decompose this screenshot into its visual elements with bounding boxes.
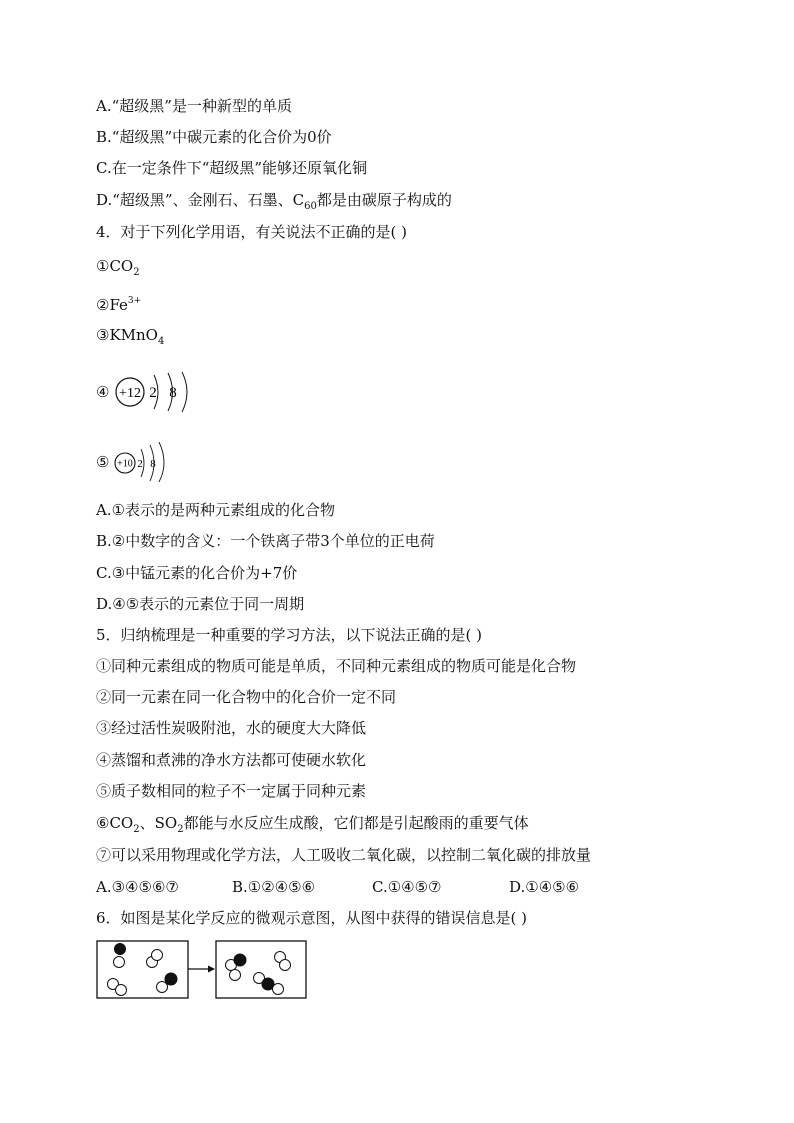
electron-shell-arc [159, 442, 164, 482]
reaction-microscopic-diagram [96, 940, 311, 1002]
q5-stem: 5．归纳梳理是一种重要的学习方法，以下说法正确的是( ) [96, 626, 483, 644]
q3-option-d-prefix: D.“超级黑”、金刚石、石墨、C [96, 191, 305, 209]
q5-option-d: D.①④⑤⑥ [509, 878, 580, 896]
q5-statement-2: ②同一元素在同一化合物中的化合价一定不同 [96, 688, 397, 706]
formula-subscript: 2 [133, 267, 140, 278]
formula-fe: Fe [109, 296, 128, 314]
q5-option-c: C.①④⑤⑦ [372, 878, 442, 896]
q5-statement-7: ⑦可以采用物理或化学方法，人工吸收二氧化碳，以控制二氧化碳的排放量 [96, 846, 592, 864]
shell1-electrons: 2 [149, 385, 158, 401]
formula-kmno4: KMnO [109, 326, 158, 344]
q5-option-b: B.①②④⑤⑥ [232, 878, 316, 896]
q4-item-1 [96, 256, 140, 283]
formula-co2: CO [109, 257, 134, 275]
shell2-electrons: 8 [150, 458, 157, 470]
q3-option-b: B.“超级黑”中碳元素的化合价为0价 [96, 128, 332, 146]
atom-structure-diagram-ne [113, 442, 183, 482]
statement-6-middle: 、SO [139, 814, 178, 832]
item-number: ③ [96, 326, 110, 344]
statement-6-rest: 都能与水反应生成酸，它们都是引起酸雨的重要气体 [183, 814, 529, 832]
q5-options [96, 877, 696, 897]
atom-structure-diagram-mg [115, 372, 215, 412]
q4-option-b: B.②中数字的含义：一个铁离子带3个单位的正电荷 [96, 532, 435, 550]
q5-statement-6 [96, 813, 529, 840]
statement-6-prefix: ⑥CO [96, 814, 134, 832]
q5-statement-4: ④蒸馏和煮沸的净水方法都可使硬水软化 [96, 751, 367, 769]
q4-option-c: C.③中锰元素的化合价为+7价 [96, 564, 298, 582]
formula-subscript: 4 [157, 336, 165, 347]
q4-option-a: A.①表示的是两种元素组成的化合物 [96, 501, 336, 519]
shell1-electrons: 2 [137, 458, 144, 470]
q5-statement-1: ①同种元素组成的物质可能是单质，不同种元素组成的物质可能是化合物 [96, 657, 577, 675]
formula-subscript: 2 [177, 824, 184, 835]
q4-stem: 4．对于下列化学用语，有关说法不正确的是( ) [96, 223, 408, 241]
q3-option-d-suffix: 都是由碳原子构成的 [316, 191, 452, 209]
q5-statement-5: ⑤质子数相同的粒子不一定属于同种元素 [96, 782, 367, 800]
q4-item-2 [96, 291, 141, 315]
shell2-electrons: 8 [169, 385, 178, 401]
q6-stem: 6．如图是某化学反应的微观示意图，从图中获得的错误信息是( ) [96, 909, 528, 927]
formula-subscript: 2 [133, 824, 140, 835]
q4-item-3 [96, 325, 164, 352]
q3-option-a: A.“超级黑”是一种新型的单质 [96, 97, 292, 115]
q5-option-a: A.③④⑤⑥⑦ [96, 878, 179, 896]
q3-option-d [96, 190, 452, 217]
item-number: ① [96, 257, 110, 275]
q4-item-5 [96, 442, 183, 482]
c60-subscript: 60 [304, 201, 317, 212]
ion-charge-superscript: 3+ [127, 296, 142, 306]
arrow-head-icon [208, 966, 215, 973]
q4-option-d: D.④⑤表示的元素位于同一周期 [96, 595, 305, 613]
q4-item-4 [96, 372, 215, 412]
nucleus-charge: +10 [117, 458, 134, 470]
q5-statement-3: ③经过活性炭吸附池，水的硬度大大降低 [96, 719, 367, 737]
q3-option-c: C.在一定条件下“超级黑”能够还原氧化铜 [96, 159, 368, 177]
item-number: ⑤ [96, 453, 110, 471]
item-number: ② [96, 296, 110, 314]
electron-shell-arc [182, 372, 187, 412]
item-number: ④ [96, 383, 110, 401]
nucleus-charge: +12 [119, 386, 142, 401]
